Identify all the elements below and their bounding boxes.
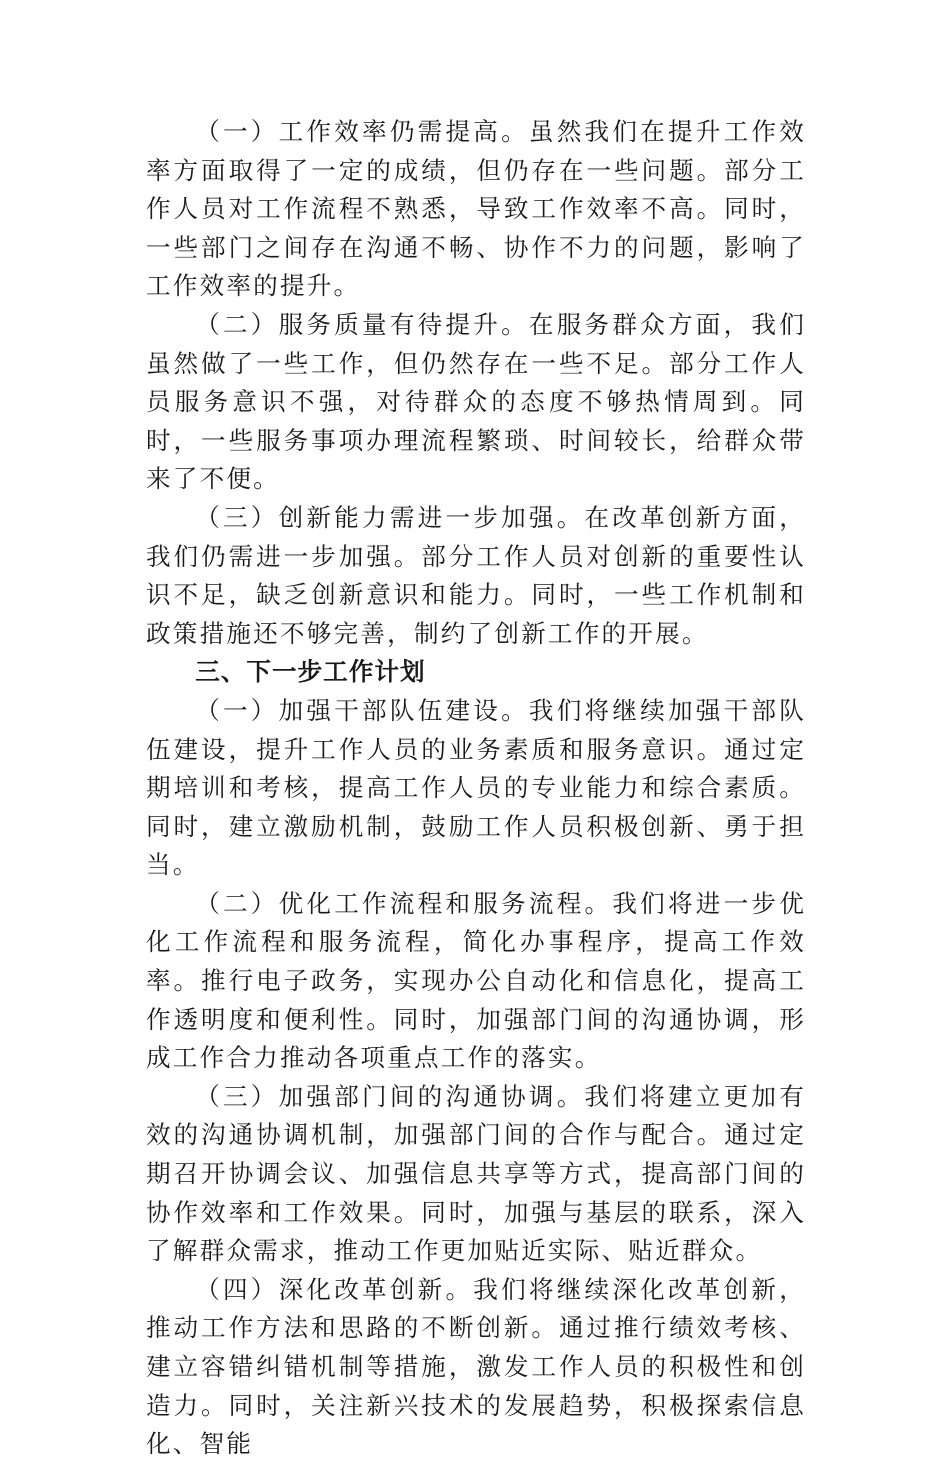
paragraph-workflow: （二）优化工作流程和服务流程。我们将进一步优化工作流程和服务流程，简化办事程序，提高工作效率。推行电子政务，实现办公自动化和信息化，提高工作透明度和便利性。同时，加强部门间的沟通协调，形成工作合力推动各项重点工作的落实。 (146, 888, 806, 1073)
paragraph-coordination: （三）加强部门间的沟通协调。我们将建立更加有效的沟通协调机制，加强部门间的合作与配合。通过定期召开协调会议、加强信息共享等方式，提高部门间的协作效率和工作效果。同时，加强与基层的联系，深入了解群众需求，推动工作更加贴近实际、贴近群众。 (146, 1081, 806, 1266)
paragraph-efficiency: （一）工作效率仍需提高。虽然我们在提升工作效率方面取得了一定的成绩，但仍存在一些问题。部分工作人员对工作流程不熟悉，导致工作效率不高。同时，一些部门之间存在沟通不畅、协作不力的问题，影响了工作效率的提升。 (146, 117, 806, 301)
paragraph-innovation: （三）创新能力需进一步加强。在改革创新方面，我们仍需进一步加强。部分工作人员对创新的重要性认识不足，缺乏创新意识和能力。同时，一些工作机制和政策措施还不够完善，制约了创新工作的开展。 (146, 502, 806, 648)
section-heading: 三、下一步工作计划 (195, 657, 426, 687)
document-page (146, 113, 806, 1464)
paragraph-service-quality: （二）服务质量有待提升。在服务群众方面，我们虽然做了一些工作，但仍然存在一些不足。部分工作人员服务意识不强，对待群众的态度不够热情周到。同时，一些服务事项办理流程繁琐、时间较长，给群众带来了不便。 (146, 309, 806, 494)
paragraph-reform: （四）深化改革创新。我们将继续深化改革创新，推动工作方法和思路的不断创新。通过推行绩效考核、建立容错纠错机制等措施，激发工作人员的积极性和创造力。同时，关注新兴技术的发展趋势，积极探索信息化、智能 (146, 1274, 806, 1459)
paragraph-team-building: （一）加强干部队伍建设。我们将继续加强干部队伍建设，提升工作人员的业务素质和服务意识。通过定期培训和考核，提高工作人员的专业能力和综合素质。同时，建立激励机制，鼓励工作人员积极创新、勇于担当。 (146, 695, 806, 880)
